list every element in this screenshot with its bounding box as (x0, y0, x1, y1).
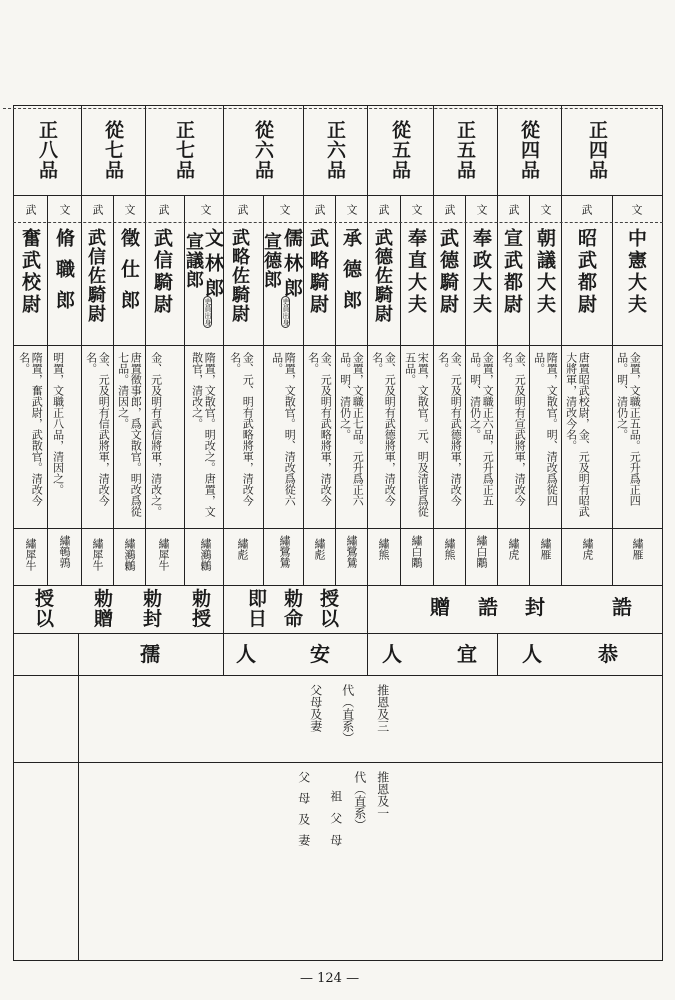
military-category: 武 (507, 204, 520, 215)
military-note: 金、元及明有宣武將軍，清改今名。 (500, 352, 527, 506)
extend-parents-wife: 父母及妻 (308, 684, 323, 732)
sub-col-sep (612, 195, 613, 585)
civil-title: 脩職郎 (53, 228, 75, 321)
civil-title-note: 吏員出身 (204, 298, 212, 326)
rank-label: 正五品 (454, 120, 476, 180)
military-emblem: 繡彪 (313, 538, 326, 560)
civil-emblem: 繡雁 (631, 538, 644, 560)
military-title: 宣武都尉 (501, 228, 523, 316)
military-category: 武 (313, 204, 326, 215)
extend-lineage: 代（直系） (340, 684, 355, 744)
military-title: 奮武校尉 (19, 228, 41, 316)
civil-category: 文 (630, 204, 643, 215)
civil-title-note: 吏員出身 (282, 298, 290, 326)
military-title: 武略騎尉 (307, 228, 329, 316)
civil-emblem: 繡鷺鷥 (278, 535, 291, 568)
grant-shouyi: 授以 (320, 588, 340, 630)
rank-label: 從六品 (252, 120, 274, 180)
title-row-bottom (13, 675, 663, 676)
grant-gao: 誥 (612, 595, 632, 619)
page-number: — 124 — (300, 971, 360, 986)
civil-category: 文 (58, 204, 71, 215)
civil-emblem: 繡鸂鶒 (199, 538, 212, 571)
civil-emblem: 繡鵪鶉 (58, 535, 71, 568)
civil-title: 朝議大夫 (534, 228, 556, 316)
rank-label: 正七品 (173, 120, 195, 180)
civil-category: 文 (199, 204, 212, 215)
military-category: 武 (157, 204, 170, 215)
civil-title: 奉直大夫 (405, 228, 427, 316)
civil-note: 明置，文職正八品，清因之。 (51, 352, 65, 495)
ext3-row-bottom (13, 762, 663, 763)
military-category: 武 (24, 204, 37, 215)
civil-title: 承德郎 (340, 228, 362, 321)
title-ru: 孺 (140, 642, 160, 666)
note-row-line (13, 528, 663, 529)
military-note: 金、元及明有武信將軍，清改之。 (149, 352, 163, 517)
military-emblem: 繡虎 (507, 538, 520, 560)
civil-title-alt: 宣議郎 (183, 232, 204, 289)
military-title: 武信騎尉 (151, 228, 173, 316)
rank-label: 正六品 (324, 120, 346, 180)
civil-emblem: 繡白鷴 (475, 535, 488, 568)
extend-lineage: 代（直系） (352, 771, 367, 831)
sub-col-sep (529, 195, 530, 585)
military-category: 武 (236, 204, 249, 215)
table-bottom-border (13, 960, 663, 961)
civil-note: 隋置，文散官。明、清改爲從六品。 (270, 352, 297, 506)
military-emblem: 繡虎 (581, 538, 594, 560)
civil-emblem: 繡雁 (539, 538, 552, 560)
rank-label: 從四品 (518, 120, 540, 180)
military-title: 昭武都尉 (575, 228, 597, 316)
civil-title: 奉政大夫 (470, 228, 492, 316)
grant-zeng: 贈 (430, 595, 450, 619)
sub-col-sep (47, 195, 48, 585)
grant-chifeng: 勅封 (143, 588, 163, 630)
grant-jiri: 即日 (248, 588, 268, 630)
civil-category: 文 (345, 204, 358, 215)
sub-col-sep (465, 195, 466, 585)
extend-parents-wife: 父母及妻 (296, 771, 311, 855)
civil-title: 徵仕郎 (118, 228, 140, 321)
civil-title: 中憲大夫 (625, 228, 647, 316)
civil-note: 金置，文職正七品。元升爲正六品。明、清仍之。 (338, 352, 365, 506)
sub-col-sep (400, 195, 401, 585)
title-ren-1: 人 (522, 642, 542, 666)
title-row-line (13, 345, 663, 346)
rank-label: 正四品 (586, 120, 608, 180)
grant-chiming: 勅命 (284, 588, 304, 630)
sub-col-sep (335, 195, 336, 585)
table-right-border (662, 105, 663, 960)
rank-label: 從七品 (102, 120, 124, 180)
title-gong: 恭 (598, 642, 618, 666)
lower-col-sep (78, 633, 79, 960)
civil-emblem: 繡白鷴 (410, 535, 423, 568)
military-emblem: 繡彪 (236, 538, 249, 560)
military-title: 武略佐騎尉 (229, 228, 250, 323)
rank-row-line (13, 195, 663, 196)
rank-label: 從五品 (389, 120, 411, 180)
military-note: 金、元及明有武德將軍，清改今名。 (436, 352, 463, 506)
military-emblem: 繡犀牛 (157, 538, 170, 571)
civil-category: 文 (123, 204, 136, 215)
lower-col-sep (367, 585, 368, 675)
table-left-border (13, 105, 14, 960)
military-category: 武 (377, 204, 390, 215)
civil-note: 金置，文職正六品，元升爲正五品。明、清仍之。 (468, 352, 495, 506)
civil-title: 文林郎 (202, 228, 224, 303)
civil-category: 文 (410, 204, 423, 215)
civil-title-alt: 宣德郎 (261, 232, 282, 289)
grant-chishou: 勅授 (192, 588, 212, 630)
military-category: 武 (580, 204, 593, 215)
military-note: 隋置，奮武尉，武散官。清改今名。 (17, 352, 44, 506)
grant-shouyi-2: 授以 (35, 588, 55, 630)
military-title: 武德騎尉 (437, 228, 459, 316)
title-ren-3: 人 (236, 642, 256, 666)
civil-note: 隋置，文散官。明改之。唐置，文散官，清改之。 (190, 352, 217, 517)
military-emblem: 繡犀牛 (24, 538, 37, 571)
rank-label: 正八品 (36, 120, 58, 180)
civil-category: 文 (539, 204, 552, 215)
table-main-bottom (13, 585, 663, 586)
lower-col-sep (497, 633, 498, 675)
grant-feng: 封 (525, 595, 545, 619)
civil-category: 文 (278, 204, 291, 215)
civil-note: 唐置徵事郎，爲文散官。明改爲從七品。清因之。 (116, 352, 143, 517)
top-dashed-line (3, 108, 663, 109)
extend-grandparents: 祖父母 (328, 790, 343, 856)
military-note: 金、元及明有信武將軍，清改今名。 (84, 352, 111, 506)
title-ren-2: 人 (382, 642, 402, 666)
military-note: 金、元、明有武略將軍，清改今名。 (228, 352, 255, 506)
civil-note: 宋置，文散官。元、明及清皆爲從五品。 (403, 352, 430, 517)
grant-gao-2: 誥 (478, 595, 498, 619)
civil-emblem: 繡鸂鶒 (123, 538, 136, 571)
civil-category: 文 (475, 204, 488, 215)
civil-title: 儒林郎 (281, 228, 303, 303)
extend-one-generation: 推恩及一 (375, 771, 390, 819)
military-note: 金、元及明有武德將軍，清改今名。 (370, 352, 397, 506)
sub-col-sep (113, 195, 114, 585)
grant-chizeng: 勅贈 (94, 588, 114, 630)
military-emblem: 繡熊 (377, 538, 390, 560)
military-note: 金、元及明有武略將軍，清改今名。 (306, 352, 333, 506)
military-category: 武 (443, 204, 456, 215)
military-emblem: 繡熊 (443, 538, 456, 560)
grant-row-bottom (13, 633, 663, 634)
table-top-border (13, 105, 663, 106)
military-title: 武信佐騎尉 (85, 228, 106, 323)
civil-note: 金置，文職正五品。元升爲正四品。明、清仍之。 (615, 352, 642, 506)
military-category: 武 (91, 204, 104, 215)
category-row-line (13, 222, 663, 223)
civil-note: 隋置，文散官。明、清改爲從四品。 (532, 352, 559, 506)
extend-three-generations: 推恩及三 (375, 684, 390, 732)
title-yi: 宜 (457, 642, 477, 666)
military-note: 唐置昭武校尉，金、元及明有昭武大將軍，清改今名。 (564, 352, 591, 517)
lower-col-sep (223, 585, 224, 675)
military-title: 武德佐騎尉 (372, 228, 393, 323)
title-an: 安 (310, 642, 330, 666)
civil-emblem: 繡鷺鷥 (345, 535, 358, 568)
military-emblem: 繡犀牛 (91, 538, 104, 571)
